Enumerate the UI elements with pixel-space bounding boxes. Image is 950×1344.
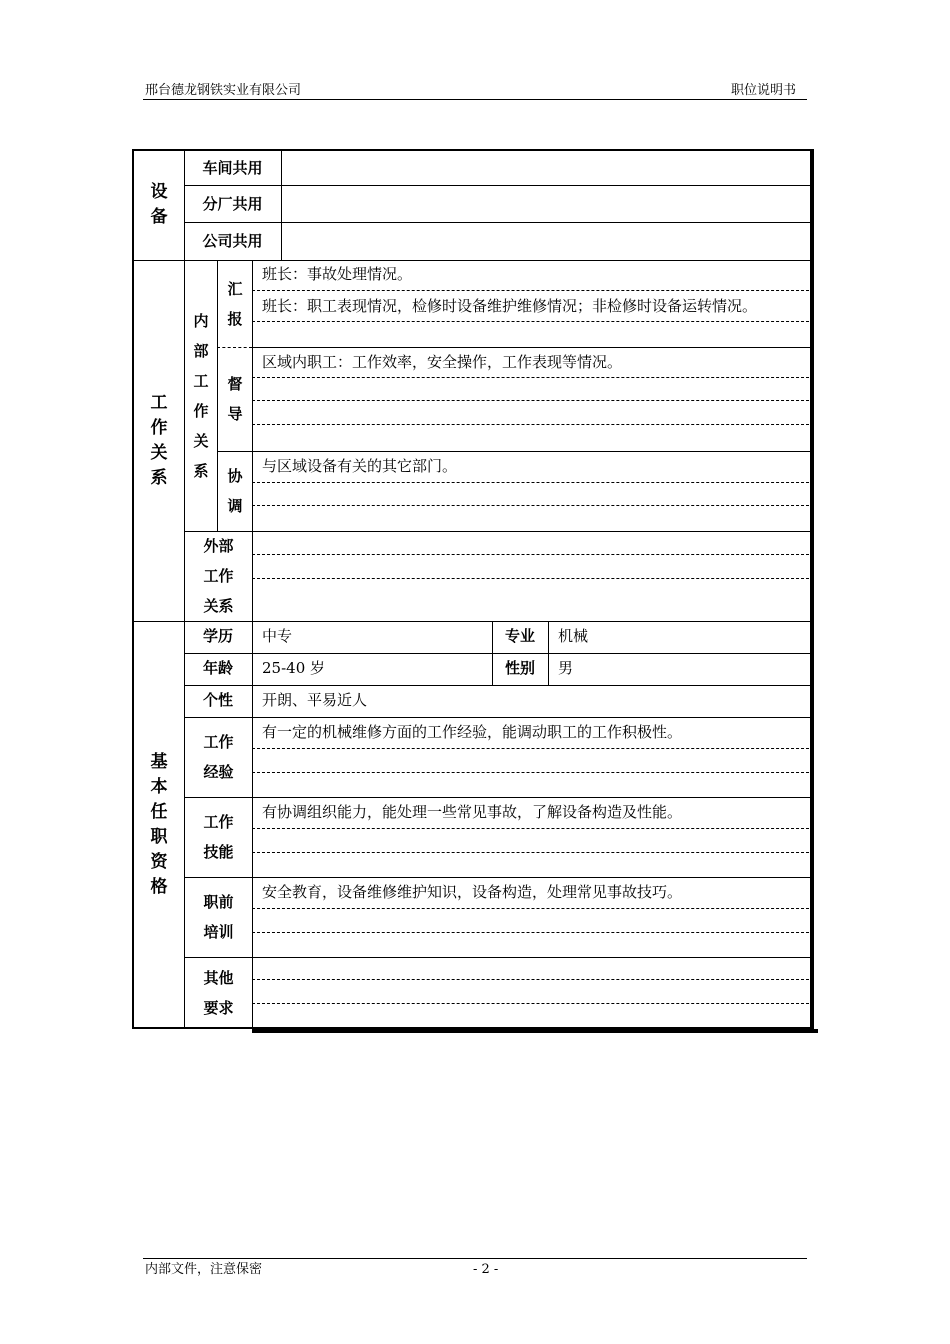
footer-confidential: 内部文件，注意保密 xyxy=(145,1262,263,1277)
major-value: 机械 xyxy=(558,627,589,645)
dashed-writing-line xyxy=(252,321,814,322)
dashed-writing-line xyxy=(252,852,814,853)
dashed-writing-line xyxy=(252,377,814,378)
major-label: 专业 xyxy=(504,627,535,645)
supervise-label: 督 导 xyxy=(227,375,243,423)
dashed-writing-line xyxy=(252,482,814,483)
dashed-writing-line xyxy=(252,979,814,980)
education-value: 中专 xyxy=(262,627,293,645)
section-title-relations: 工 作 关 系 xyxy=(150,392,168,488)
age-value: 25-40 岁 xyxy=(262,659,326,677)
grid-line xyxy=(184,185,814,186)
experience-label: 工作 经验 xyxy=(203,733,234,781)
experience-value: 有一定的机械维修方面的工作经验，能调动职工的工作积极性。 xyxy=(262,723,683,741)
grid-line xyxy=(217,451,814,452)
header-company: 邢台德龙钢铁实业有限公司 xyxy=(145,83,302,98)
grid-line xyxy=(281,149,282,260)
dashed-writing-line xyxy=(252,748,814,749)
dashed-writing-line xyxy=(252,400,814,401)
grid-line xyxy=(252,260,253,1029)
dashed-writing-line xyxy=(252,554,814,555)
supervise-line-1: 区域内职工：工作效率，安全操作，工作表现等情况。 xyxy=(262,353,623,371)
section-title-equipment: 设 备 xyxy=(150,181,168,227)
coordinate-line-1: 与区域设备有关的其它部门。 xyxy=(262,457,458,475)
grid-line xyxy=(184,531,814,532)
dashed-writing-line xyxy=(252,505,814,506)
skills-label: 工作 技能 xyxy=(203,813,234,861)
equipment-label-company: 公司共用 xyxy=(202,232,263,250)
personality-label: 个性 xyxy=(202,691,233,709)
personality-value: 开朗、平易近人 xyxy=(262,691,368,709)
dashed-writing-line xyxy=(252,908,814,909)
grid-line xyxy=(184,957,814,958)
dashed-writing-line xyxy=(252,1003,814,1004)
header-doc-type: 职位说明书 xyxy=(731,83,797,98)
report-line-2: 班长：职工表现情况，检修时设备维护维修情况；非检修时设备运转情况。 xyxy=(262,297,758,315)
gender-label: 性别 xyxy=(504,659,535,677)
grid-line xyxy=(184,797,814,798)
dashed-writing-line xyxy=(252,828,814,829)
gender-value: 男 xyxy=(558,659,574,677)
section-title-qualifications: 基 本 任 职 资 格 xyxy=(150,752,168,897)
footer-page-number: - 2 - xyxy=(473,1262,499,1277)
skills-value: 有协调组织能力，能处理一些常见事故，了解设备构造及性能。 xyxy=(262,803,683,821)
equipment-label-workshop: 车间共用 xyxy=(202,159,263,177)
dashed-writing-line xyxy=(252,932,814,933)
grid-line xyxy=(184,717,814,718)
coordinate-label: 协 调 xyxy=(227,467,243,515)
report-line-1: 班长：事故处理情况。 xyxy=(262,265,413,283)
header-rule xyxy=(143,99,807,100)
internal-relations-label: 内 部 工 作 关 系 xyxy=(193,311,209,480)
other-requirements-label: 其他 要求 xyxy=(203,969,234,1017)
dashed-writing-line xyxy=(252,772,814,773)
grid-line xyxy=(184,685,814,686)
report-label: 汇 报 xyxy=(227,279,243,328)
training-value: 安全教育，设备维修维护知识，设备构造，处理常见事故技巧。 xyxy=(262,883,683,901)
training-label: 职前 培训 xyxy=(203,893,234,941)
external-relations-label: 外部 工作 关系 xyxy=(203,537,234,615)
grid-line xyxy=(184,877,814,878)
equipment-label-branch: 分厂共用 xyxy=(202,195,263,213)
table-bottom-shadow xyxy=(252,1029,818,1033)
footer-rule xyxy=(143,1258,807,1259)
dashed-writing-line xyxy=(252,290,814,291)
grid-line xyxy=(184,222,814,223)
age-label: 年龄 xyxy=(202,659,233,677)
dashed-writing-line xyxy=(252,578,814,579)
grid-line xyxy=(252,347,814,348)
dashed-writing-line xyxy=(252,424,814,425)
education-label: 学历 xyxy=(202,627,233,645)
